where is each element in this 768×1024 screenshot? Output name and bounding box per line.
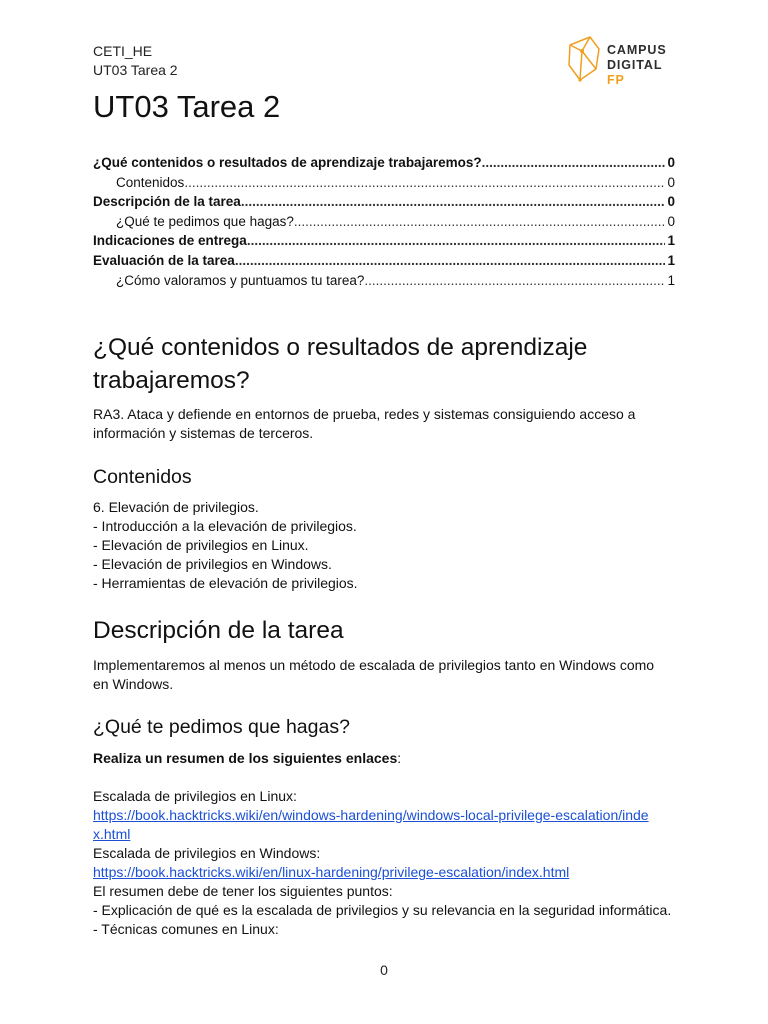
toc-entry-page: 1 bbox=[667, 233, 675, 249]
intro-bold-text: Realiza un resumen de los siguientes enlaces bbox=[93, 750, 398, 766]
toc-entry[interactable] bbox=[93, 175, 675, 195]
pedimos-content bbox=[93, 749, 675, 939]
list-item: - Técnicas comunes en Linux: bbox=[93, 921, 279, 937]
link-windows-privilege-escalation[interactable] bbox=[93, 806, 675, 844]
list-item: - Elevación de privilegios en Linux. bbox=[93, 537, 309, 553]
toc-dot-leader bbox=[235, 253, 666, 268]
toc-entry-page: 1 bbox=[667, 252, 675, 268]
toc-entry[interactable] bbox=[93, 233, 675, 253]
section-heading-descripcion: Descripción de la tarea bbox=[93, 617, 344, 644]
link2-label: Escalada de privilegios en Windows: bbox=[93, 845, 321, 861]
link-text-line: https://book.hacktricks.wiki/en/windows-hardening/windows-local-privilege-escalation/inde bbox=[93, 807, 649, 823]
toc-entry-label: ¿Qué te pedimos que hagas? bbox=[116, 213, 294, 229]
section-heading-resultados bbox=[93, 331, 675, 397]
toc-dot-leader bbox=[241, 194, 666, 209]
points-intro: El resumen debe de tener los siguientes puntos: bbox=[93, 883, 393, 899]
list-item: 6. Elevación de privilegios. bbox=[93, 499, 259, 515]
heading-line: ¿Qué contenidos o resultados de aprendizaje bbox=[93, 334, 588, 361]
descripcion-paragraph bbox=[93, 656, 675, 694]
list-item: - Explicación de qué es la escalada de privilegios y su relevancia en la seguridad informática. bbox=[93, 902, 672, 918]
toc-dot-leader bbox=[247, 233, 666, 248]
toc-dot-leader bbox=[482, 155, 666, 170]
document-header bbox=[93, 42, 178, 80]
toc-entry-page: 0 bbox=[667, 194, 675, 210]
link1-label: Escalada de privilegios en Linux: bbox=[93, 788, 297, 804]
toc-dot-leader bbox=[184, 175, 665, 190]
toc-entry-label: Descripción de la tarea bbox=[93, 194, 241, 210]
toc-entry[interactable] bbox=[93, 214, 675, 234]
header-doc-name: UT03 Tarea 2 bbox=[93, 62, 178, 78]
toc-dot-leader bbox=[364, 273, 665, 288]
toc-entry-page: 0 bbox=[667, 213, 675, 229]
contenidos-list bbox=[93, 498, 675, 593]
paragraph-line: en Windows. bbox=[93, 676, 174, 692]
paragraph-line: información y sistemas de terceros. bbox=[93, 425, 314, 441]
toc-dot-leader bbox=[294, 214, 666, 229]
blank-line bbox=[93, 768, 675, 787]
toc-entry-label: ¿Cómo valoramos y puntuamos tu tarea? bbox=[116, 272, 365, 288]
page-number: 0 bbox=[380, 962, 388, 978]
toc-entry[interactable] bbox=[93, 253, 675, 273]
document-title: UT03 Tarea 2 bbox=[93, 89, 281, 124]
toc-entry-page: 0 bbox=[667, 155, 675, 170]
toc-entry-label: Indicaciones de entrega bbox=[93, 233, 247, 249]
toc-entry-label: Contenidos bbox=[116, 174, 185, 190]
campus-digital-fp-logo bbox=[566, 35, 681, 87]
table-of-contents bbox=[93, 155, 675, 292]
link-text-line: x.html bbox=[93, 826, 131, 842]
paragraph-line: Implementaremos al menos un método de escalada de privilegios tanto en Windows como bbox=[93, 657, 655, 673]
logo-word-campus: CAMPUS bbox=[607, 43, 667, 57]
intro-line bbox=[93, 749, 675, 768]
paragraph-line: RA3. Ataca y defiende en entornos de prueba, redes y sistemas consiguiendo acceso a bbox=[93, 406, 636, 422]
logo-word-fp: FP bbox=[607, 73, 625, 87]
resultados-paragraph bbox=[93, 405, 675, 443]
subsection-heading-contenidos: Contenidos bbox=[93, 466, 192, 488]
logo-word-digital: DIGITAL bbox=[607, 58, 663, 72]
toc-entry-page: 0 bbox=[667, 174, 675, 190]
heading-line: trabajaremos? bbox=[93, 367, 250, 394]
logo-wordmark bbox=[607, 43, 681, 88]
toc-entry-label: Evaluación de la tarea bbox=[93, 252, 235, 268]
list-item: - Elevación de privilegios en Windows. bbox=[93, 556, 332, 572]
link-linux-privilege-escalation[interactable]: https://book.hacktricks.wiki/en/linux-hardening/privilege-escalation/index.html bbox=[93, 864, 570, 880]
intro-colon: : bbox=[397, 750, 402, 766]
list-item: - Herramientas de elevación de privilegios. bbox=[93, 575, 358, 591]
logo-word-digital-fp bbox=[607, 58, 681, 88]
toc-entry[interactable] bbox=[93, 273, 675, 293]
header-org: CETI_HE bbox=[93, 43, 153, 59]
list-item: - Introducción a la elevación de privilegios. bbox=[93, 518, 357, 534]
toc-entry[interactable] bbox=[93, 194, 675, 214]
toc-entry-label: ¿Qué contenidos o resultados de aprendizaje trabajaremos? bbox=[93, 155, 482, 170]
subsection-heading-pedimos: ¿Qué te pedimos que hagas? bbox=[93, 716, 350, 738]
logo-mark-icon bbox=[566, 35, 604, 83]
toc-entry[interactable] bbox=[93, 155, 675, 175]
toc-entry-page: 1 bbox=[667, 272, 675, 288]
